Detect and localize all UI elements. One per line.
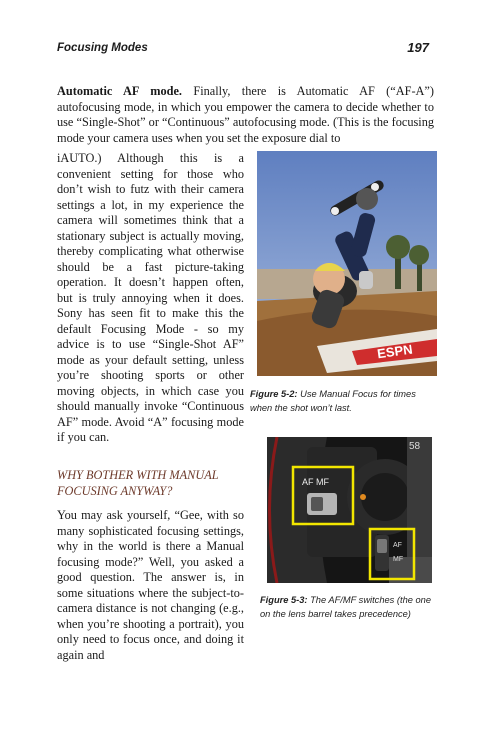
figure-5-2-label: Figure 5-2: bbox=[250, 389, 298, 399]
body-switch-label: AF MF bbox=[302, 477, 329, 487]
body-column-2 bbox=[57, 508, 244, 663]
section-heading: WHY BOTHER WITH MANUAL FOCUSING ANYWAY? bbox=[57, 468, 219, 498]
af-mf-switch-illustration bbox=[267, 437, 432, 583]
body-column-1 bbox=[57, 151, 244, 446]
espn-banner-text: ESPN bbox=[376, 341, 414, 362]
af-mf-switch-photo bbox=[267, 437, 432, 583]
intro-paragraph bbox=[57, 84, 434, 146]
skateboarder-illustration bbox=[257, 151, 437, 376]
lens-switch-label-af: AF bbox=[393, 542, 402, 549]
figure-5-3-caption-text: The AF/MF switches (the one on the lens barrel takes precedence) bbox=[260, 595, 432, 619]
page-number: 197 bbox=[407, 40, 429, 55]
figure-5-2-caption-text: Use Manual Focus for times when the shot won’t last. bbox=[250, 389, 416, 413]
figure-5-2-caption bbox=[250, 388, 440, 415]
body-paragraph-2: You may ask yourself, “Gee, with so many sophisticated focusing settings, why in the world is there a Manual focusing mode?” Well, you asked a good question. The answer is, in some situations where the subject-to-camera distance is not changing (e.g., when you’re shooting a portrait), you only need to focus once, and doing it again and bbox=[57, 508, 244, 662]
skateboarder-photo bbox=[257, 151, 437, 376]
dial-number: 58 bbox=[409, 441, 421, 452]
intro-text: Finally, there is Automatic AF (“AF-A”) autofocusing mode, in which you empower the camera to decide whether to use “Single-Shot” or “Continuous” autofocusing mode. (This is the focusing mode your camera uses when you set the exposure dial to bbox=[57, 84, 434, 145]
figure-5-3-label: Figure 5-3: bbox=[260, 595, 308, 605]
running-header-title: Focusing Modes bbox=[57, 42, 148, 54]
figure-5-3-caption bbox=[260, 594, 440, 621]
lens-switch-label-mf: MF bbox=[393, 556, 404, 563]
body-paragraph-1: iAUTO.) Although this is a convenient setting for those who don’t wish to futz with their camera settings a lot, in my experience the camera will sometimes think that a stationary subject is actually moving, thereby complicating what otherwise should be a fast picture-taking operation. It doesn’t happen often, but is truly annoying when it does. Sony has seen fit to make this the default Focusing Mode - so my advice is to use “Single-Shot AF” mode as your default setting, unless you’re shooting sports or other moving objects, in which case you should manually invoke “Continuous AF” mode. Avoid “A” focusing mode if you can. bbox=[57, 151, 244, 444]
intro-lead: Automatic AF mode. bbox=[57, 84, 183, 98]
